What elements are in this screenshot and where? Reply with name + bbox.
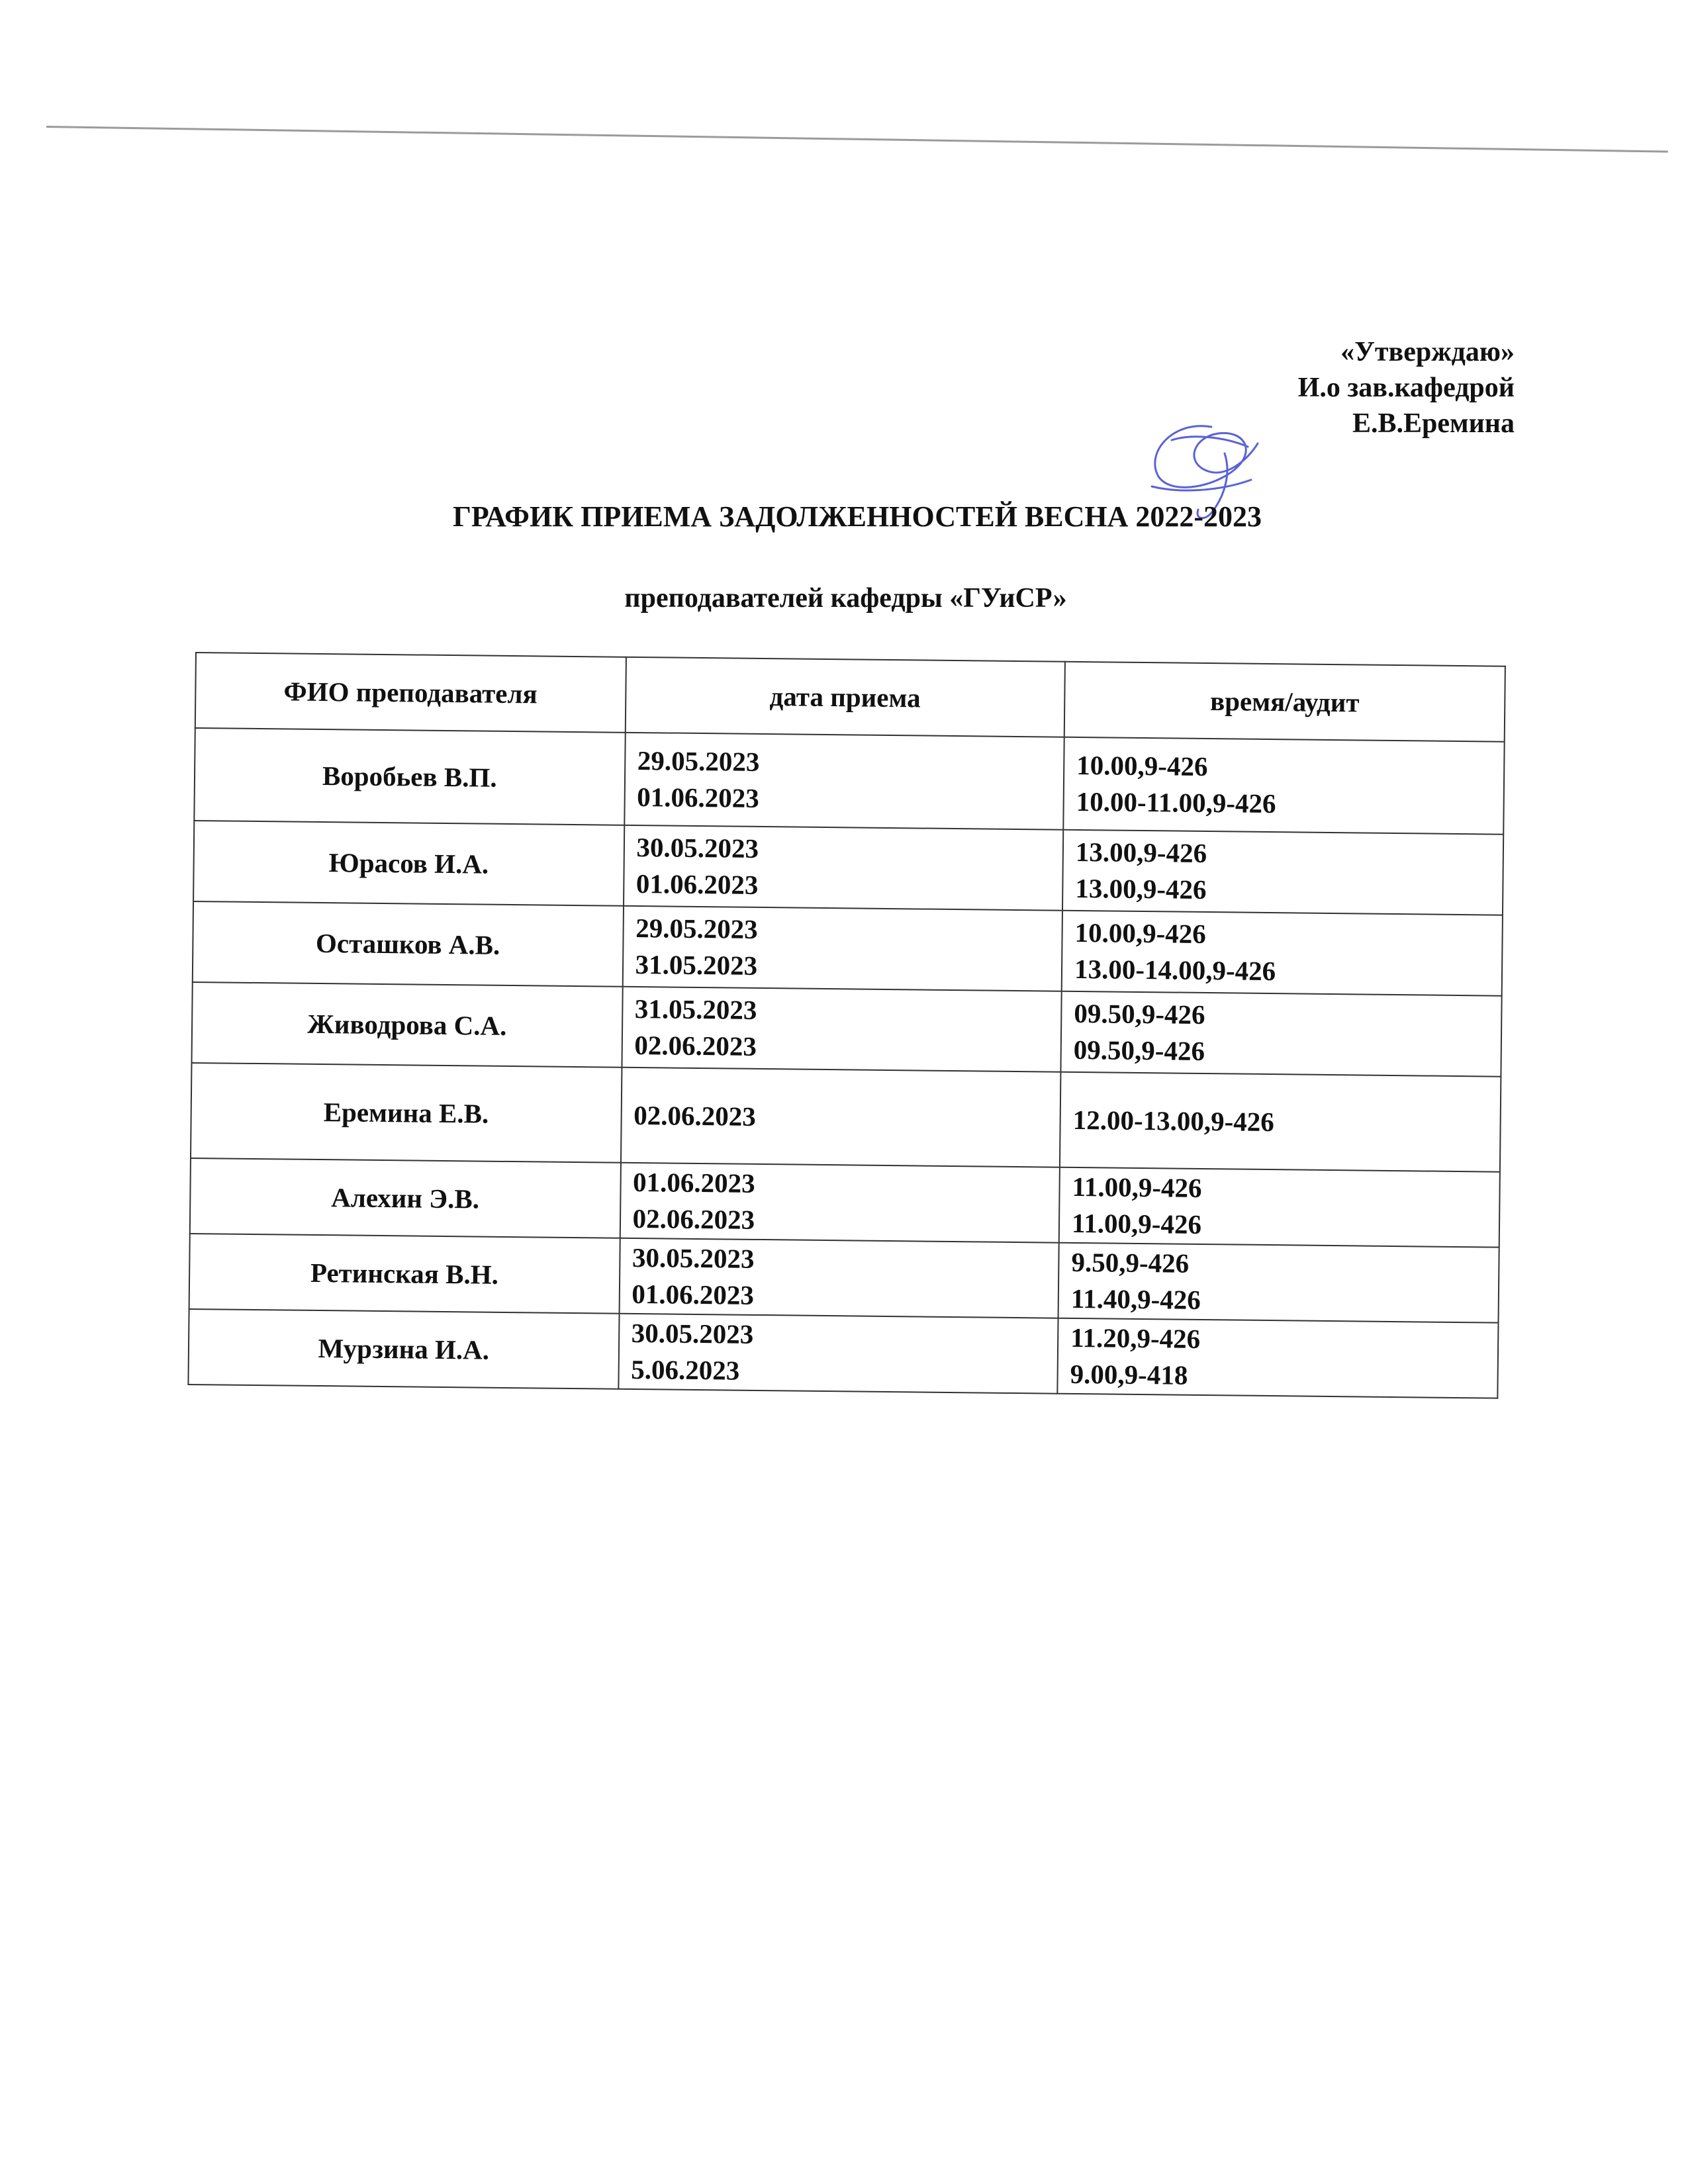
teacher-name: Живодрова С.А. (191, 982, 622, 1068)
time-cell (1057, 1318, 1498, 1398)
date-cell (620, 1163, 1060, 1243)
approval-block (1298, 334, 1515, 441)
table-header-row (195, 653, 1505, 742)
teacher-name: Осташков А.В. (193, 901, 624, 987)
time-cell (1062, 830, 1503, 915)
time-value: 9.50,9-426 (1071, 1246, 1190, 1279)
teacher-name: Ретинская В.Н. (189, 1234, 620, 1314)
date-value: 01.06.2023 (632, 1166, 755, 1199)
scan-edge-line (46, 126, 1668, 153)
table-row (188, 1309, 1498, 1398)
teacher-name: Алехин Э.В. (190, 1158, 621, 1238)
date-value: 02.06.2023 (632, 1203, 755, 1235)
date-value: 31.05.2023 (634, 993, 757, 1025)
teacher-name: Мурзина И.А. (188, 1309, 619, 1389)
time-value: 11.40,9-426 (1070, 1283, 1201, 1315)
date-value: 02.06.2023 (634, 1029, 757, 1062)
date-value: 29.05.2023 (637, 745, 760, 777)
time-cell (1058, 1243, 1499, 1323)
table-row (191, 982, 1501, 1077)
document-title: ГРАФИК ПРИЕМА ЗАДОЛЖЕННОСТЕЙ ВЕСНА 2022-2023 (452, 500, 1262, 533)
table-row (190, 1158, 1500, 1248)
time-cell (1062, 911, 1503, 996)
time-value: 10.00,9-426 (1074, 917, 1207, 950)
date-cell (621, 1068, 1061, 1167)
time-value: 10.00-11.00,9-426 (1076, 786, 1276, 819)
header-date: дата приема (625, 657, 1065, 737)
time-value: 9.00,9-418 (1070, 1358, 1188, 1390)
header-name: ФИО преподавателя (195, 653, 626, 733)
date-value: 31.05.2023 (635, 948, 758, 981)
document-subtitle: преподавателей кафедры «ГУиСР» (624, 583, 1067, 614)
date-cell (622, 906, 1062, 991)
time-cell (1060, 991, 1501, 1077)
date-value: 01.06.2023 (637, 782, 760, 813)
time-value: 11.00,9-426 (1072, 1171, 1202, 1203)
time-value: 12.00-13.00,9-426 (1072, 1104, 1275, 1137)
date-value: 30.05.2023 (636, 831, 759, 864)
date-value: 01.06.2023 (635, 868, 759, 900)
time-value: 13.00,9-426 (1075, 872, 1207, 905)
time-cell (1063, 737, 1504, 835)
table-row (193, 901, 1503, 996)
approval-line-2: И.о зав.кафедрой (1297, 373, 1515, 403)
date-value: 30.05.2023 (632, 1242, 755, 1274)
date-value: 01.06.2023 (632, 1278, 755, 1310)
time-value: 11.20,9-426 (1070, 1322, 1201, 1354)
date-value: 02.06.2023 (633, 1099, 756, 1132)
date-cell (622, 987, 1062, 1072)
table-row (193, 821, 1503, 915)
date-cell (618, 1314, 1058, 1394)
date-value: 29.05.2023 (635, 912, 758, 944)
time-value: 10.00,9-426 (1076, 749, 1208, 782)
approval-line-3: Е.В.Еремина (1352, 408, 1515, 439)
time-value: 11.00,9-426 (1071, 1207, 1202, 1240)
teacher-name: Еремина Е.В. (191, 1063, 622, 1163)
time-cell (1059, 1167, 1500, 1248)
table-row (189, 1234, 1499, 1323)
time-value: 13.00-14.00,9-426 (1074, 953, 1276, 987)
date-cell (624, 825, 1064, 911)
time-value: 13.00,9-426 (1075, 836, 1207, 869)
time-cell (1060, 1072, 1501, 1172)
time-value: 09.50,9-426 (1073, 1034, 1205, 1067)
time-value: 09.50,9-426 (1074, 997, 1205, 1030)
teacher-name: Юрасов И.А. (193, 821, 624, 906)
schedule-table (187, 652, 1505, 1399)
table-row (191, 1063, 1501, 1172)
date-value: 30.05.2023 (631, 1317, 754, 1349)
approval-line-1: «Утверждаю» (1340, 337, 1515, 367)
date-value: 5.06.2023 (630, 1353, 740, 1386)
date-cell (624, 733, 1064, 830)
date-cell (619, 1238, 1059, 1318)
header-time: время/аудит (1064, 662, 1505, 742)
table-row (194, 728, 1504, 835)
teacher-name: Воробьев В.П. (194, 728, 625, 825)
